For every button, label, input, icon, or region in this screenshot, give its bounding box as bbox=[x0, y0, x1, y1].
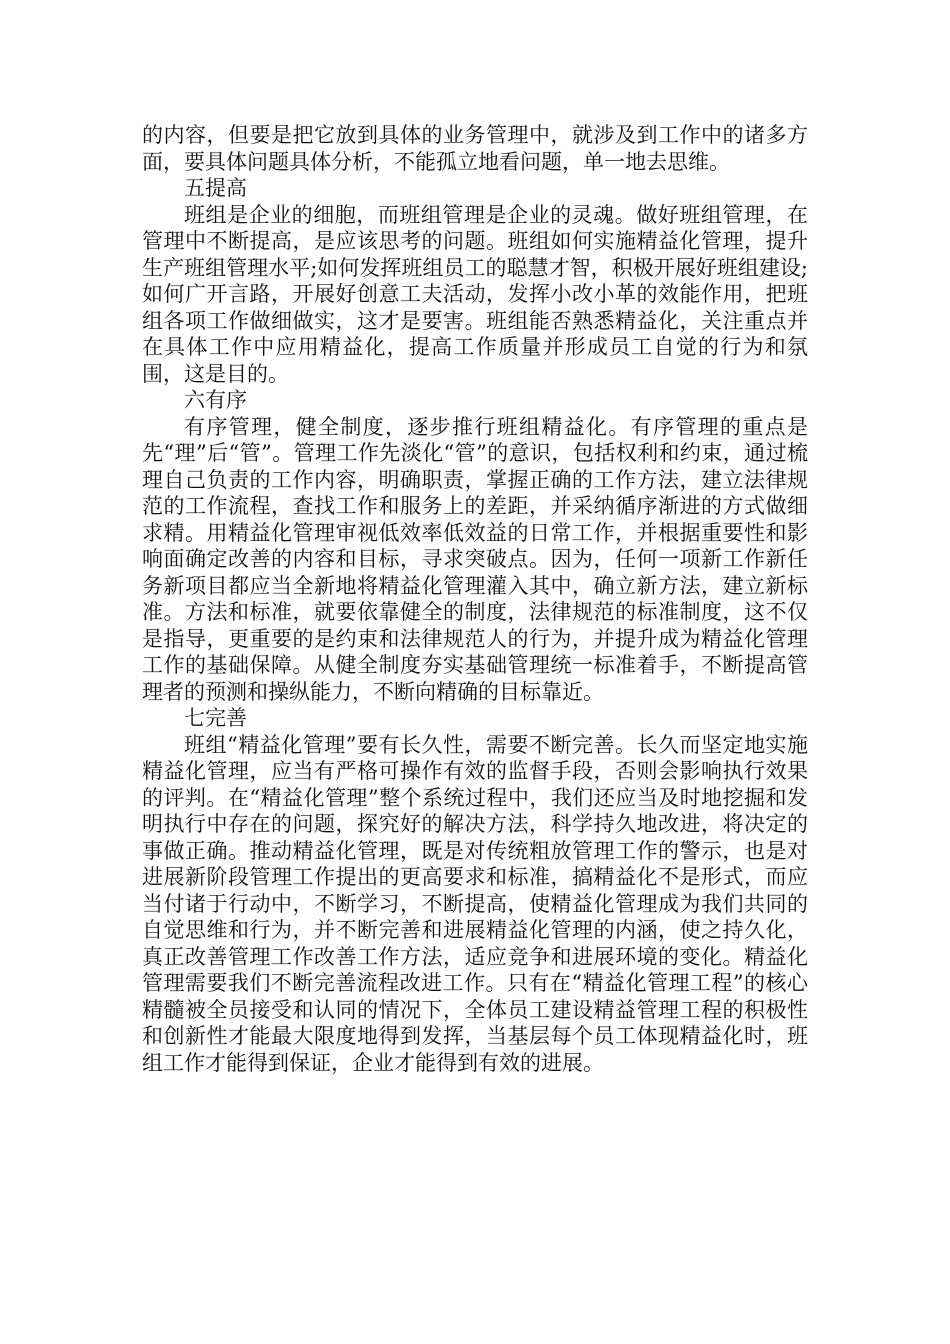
section-heading-seven: 七完善 bbox=[184, 706, 247, 730]
section-heading-six: 六有序 bbox=[184, 388, 247, 412]
paragraph-five: 班组是企业的细胞，而班组管理是企业的灵魂。做好班组管理，在管理中不断提高，是应该思考的问题。班组如何实施精益化管理，提升生产班组管理水平;如何发挥班组员工的聪慧才智，积极开展好班组建设;如何广开言路，开展好创意工夫活动，发挥小改小革的效能作用，把班组各项工作做细做实，这才是要害。班组能否熟悉精益化，关注重点并在具体工作中应用精益化，提高工作质量并形成员工自觉的行为和氛围，这是目的。 bbox=[142, 202, 808, 386]
section-heading-five: 五提高 bbox=[184, 176, 247, 200]
paragraph-six: 有序管理，健全制度，逐步推行班组精益化。有序管理的重点是先“理”后“管”。管理工作先淡化“管”的意识，包括权利和约束，通过梳理自己负责的工作内容，明确职责，掌握正确的工作方法，建立法律规范的工作流程，查找工作和服务上的差距，并采纳循序渐进的方式做细求精。用精益化管理审视低效率低效益的日常工作，并根据重要性和影响面确定改善的内容和目标，寻求突破点。因为，任何一项新工作新任务新项目都应当全新地将精益化管理灌入其中，确立新方法，建立新标准。方法和标准，就要依靠健全的制度，法律规范的标准制度，这不仅是指导，更重要的是约束和法律规范人的行为，并提升成为精益化管理工作的基础保障。从健全制度夯实基础管理统一标准着手，不断提高管理者的预测和操纵能力，不断向精确的目标靠近。 bbox=[142, 414, 808, 704]
paragraph-seven: 班组“精益化管理”要有长久性，需要不断完善。长久而坚定地实施精益化管理，应当有严格可操作有效的监督手段，否则会影响执行效果的评判。在“精益化管理”整个系统过程中，我们还应当及时地挖掘和发明执行中存在的问题，探究好的解决方法，科学持久地改进，将决定的事做正确。推动精益化管理，既是对传统粗放管理工作的警示，也是对进展新阶段管理工作提出的更高要求和标准，搞精益化不是形式，而应当付诸于行动中，不断学习，不断提高，使精益化管理成为我们共同的自觉思维和行为，并不断完善和进展精益化管理的内涵，使之持久化，真正改善管理工作改善工作方法，适应竞争和进展环境的变化。精益化管理需要我们不断完善流程改进工作。只有在“精益化管理工程”的核心精髓被全员接受和认同的情况下，全体员工建设精益管理工程的积极性和创新性才能最大限度地得到发挥，当基层每个员工体现精益化时，班组工作才能得到保证，企业才能得到有效的进展。 bbox=[142, 732, 808, 1075]
document-page bbox=[142, 122, 808, 1076]
paragraph-continued: 的内容，但要是把它放到具体的业务管理中，就涉及到工作中的诸多方面，要具体问题具体分析，不能孤立地看问题，单一地去思维。 bbox=[142, 123, 808, 174]
